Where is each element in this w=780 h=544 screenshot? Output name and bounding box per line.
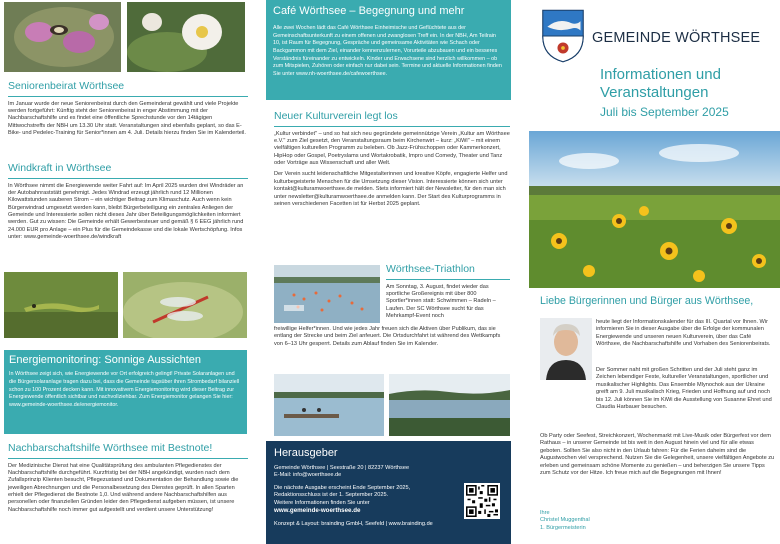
herausgeber-url[interactable]: www.gemeinde-woerthsee.de	[274, 506, 361, 514]
nbh-section	[8, 442, 248, 514]
nbh-title: Nachbarschaftshilfe Wörthsee mit Bestnote!	[8, 442, 213, 454]
nbh-text: Der Medizinische Dienst hat eine Qualitätsprüfung des ambulanten Pflegedienstes der Nachbarschaftshilfe durchgeführt. Kurzfristig bei der NBH angekündigt, wurden nach dem Zufallsprinzip Klienten besucht, Pflegezustand und Dokumentation der Behandlung sowie die jeweiligen Abrechnungen und die Personalbesetzung des Dienstes geprüft. In allen Sparten erhielt der Pflegedienst die Bestnote 1,0. Und während andere Nachbarschaftshilfen aus personellen oder finanziellen Gründen leider den Pflegedienst aufgeben müssen, ist unsere Nachbarschaftshilfe noch immer gut aufgestellt und verdient unsere Unterstützung!	[8, 462, 239, 513]
lake-pier-photo	[274, 374, 384, 436]
windkraft-text: In Wörthsee nimmt die Energiewende weiter Fahrt auf: Im April 2025 wurden drei Windräder an der Autobahnraststätt genehmigt. Jedes Windrad erzeugt jährlich rund 12 Millionen Kilowattstunden sauberen Strom – ein wichtiger Beitrag zum Klimaschutz. Auch wenn kein Bürgerwindrad umgesetzt werden kann, bleibt Bürgerbeteiligung ein zentrales Anliegen der Gemeinde und Interessierte sollen nicht dieses Jahr über Beteiligungsmöglichkeiten informiert werden. Gut zu wissen: Die Gemeinde erhält Gewerbesteuer und gemäß § 6 EEG jährlich rund 24.000 EUR pro Anlage – ein Plus für die Gemeindekasse und die lokale Wertschöpfung. Infos unter: www.gemeinde-woerthsee.de/windkraft	[8, 182, 244, 241]
mayor-portrait-photo	[540, 318, 592, 380]
kultur-text-1: „Kultur verbindet" – und so hat sich neu gegründete gemeinnützige Verein „Kultur am Wörthsee e.V." zum Ziel gesetzt, den Veranstaltungsraum beim Kirchenwirt – kurz: „KiWi" – mit einem vielfältigen kulturellen Programm zu beleben. Ob Jazz-Frühschoppen oder Kammerkonzert, HipHop oder Gospel, Poetryslams und Wortakrobatik, Impro und Comedy, Theater und Tanz oder Vorträge aus Wissenschaft und aller Welt.	[274, 130, 510, 166]
senioren-section	[8, 80, 248, 137]
divider	[386, 279, 510, 280]
greeting-paragraph-1: heute liegt der Informationskalender für das III. Quartal vor Ihnen. Wir informieren Sie in dieser Ausgabe über die Erfolge der kommunalen Energiewende und unseren neuen Kulturverein, über das Café Wörthsee, die Nachbarschaftshilfe und Vorhaben des Seniorenbeirats.	[596, 319, 771, 348]
windkraft-section	[8, 162, 248, 242]
herausgeber-more-info: Weitere Informationen finden Sie unter	[274, 499, 370, 506]
energiemonitoring-box	[4, 350, 247, 434]
energie-title: Energiemonitoring: Sonnige Aussichten	[9, 354, 202, 366]
divider	[274, 126, 510, 127]
headline-date-range: Juli bis September 2025	[600, 104, 729, 119]
headline-line-1: Informationen und	[600, 66, 721, 83]
divider	[8, 96, 248, 97]
kultur-section	[274, 110, 510, 208]
white-flower-photo	[127, 2, 245, 72]
lizard-photo	[4, 272, 118, 338]
coat-of-arms-icon	[540, 8, 586, 64]
triathlon-text-full: freiwillige Helfer*innen. Und wie jedes Jahr freuen sich die Aktiven über Publikum, das sie entlang der Strecke und beim Ziel anfeuert. Die Ortsdurchfahrt ist während des Wettkampfs von 6–13 Uhr gesperrt. Details zum Ablauf finden Sie im Kalender.	[274, 326, 501, 347]
divider	[8, 458, 248, 459]
herausgeber-credit: Konzept & Layout: brainding GmbH, Seefeld | www.brainding.de	[274, 520, 433, 527]
herausgeber-box	[266, 441, 511, 544]
cafe-text: Alle zwei Wochen lädt das Café Wörthsee Einheimische und Geflüchtete aus der Gemeinschaftsunterkunft zu einem offenen und zwanglosen Treff ein. In der NBH, Am Teilrain 10, ist Raum für Begegnung, Gespräche und gemeinsame Aktivitäten wie Schach oder Backgammon mit dem Ziel, einander kennenzulernen, Vorurteile abzubauen und ein besseres Verständnis füreinander zu entwickeln. Kinder und Erwachsene sind herzlich willkommen – ob zum Mitspielen, Zuhören oder einfach nur dabei sein. Termine und aktuelle Informationen finden Sie unter www.nh-woerthsee.de/cafewoerthsee.	[273, 25, 502, 78]
windkraft-title: Windkraft in Wörthsee	[8, 162, 112, 174]
herausgeber-email: E-Mail: info@woerthsee.de	[274, 472, 342, 479]
herausgeber-address: Gemeinde Wörthsee | Seestraße 20 | 82237 Wörthsee	[274, 465, 410, 471]
kultur-title: Neuer Kulturverein legt los	[274, 110, 398, 122]
senioren-title: Seniorenbeirat Wörthsee	[8, 80, 125, 92]
greeting-paragraph-3: Ob Party oder Seefest, Streichkonzert, Wochenmarkt mit Live-Musik oder Bürgerfest vor dem Rathaus – in unserer Gemeinde ist bis weit in den August hinein viel und für alle etwas geboten. Sollten Sie also nicht in den Urlaub fahren: Für die Ferien daheim sind die Augustwochen viel versprechend. Nutzen Sie die Gelegenheit, unsere vielfältigen Angebote zu erleben und gemeinsam schöne Momente zu genießen – und beherzigen Sie unsere Tipps zum Schutz vor der Hitze. Ich freue mich auf die Begegnungen mit Ihnen!	[540, 433, 775, 476]
headline-line-2: Veranstaltungen	[600, 84, 709, 102]
cafe-title: Café Wörthsee – Begegnung und mehr	[273, 5, 465, 17]
energie-text: In Wörthsee zeigt sich, wie Energiewende vor Ort erfolgreich gelingt! Private Solaranlagen und die Bürgersolaranlage tragen dazu bei, dass die Gemeinde tagsüber ihren Strombedarf bilanziell schon zu 100 Prozent decken kann. Mit innovativem Energiemonitoring wird dieser Beitrag zur Energiewende öffentlich sichtbar und nachvollziehbar. Zum Energiemonitor gelangen Sie hier: www.gemeinde-woerthsee.de/energiemonitor.	[9, 371, 240, 409]
logo-text: GEMEINDE WÖRTHSEE	[592, 30, 761, 46]
kultur-text-2: Der Verein sucht leidenschaftliche Mitgestalterinnen und kreative Köpfe, engagierte Helfer und kulturbegeisterte Menschen für die Umsetzung dieser Vision. Interessierte können sich unter kontakt@kulturamwoerthsee.de melden. Stets informiert hält der Newsletter, für den man sich unter newsletter@kulturamwoerthsee.de anmelden kann. Der Start des Kulturprogramms in seinen verschiedenen Facetten ist für Herbst 2025 geplant.	[274, 171, 508, 207]
signature-ihre: Ihre	[540, 510, 550, 516]
cafe-box	[266, 0, 511, 100]
municipal-logo	[540, 8, 775, 64]
divider	[8, 178, 248, 179]
triathlon-text-side: Am Sonntag, 3. August, findet wieder das sportliche Großereignis mit über 800 Sportler*innen statt: Schwimmen – Radeln – Laufen. Der SC Wörthsee sucht für das Mehrkampf-Event noch	[386, 283, 496, 319]
signature-role: 1. Bürgermeisterin	[540, 524, 586, 531]
lake-swimmers-photo	[274, 265, 380, 323]
signature-name: Christel Muggenthal	[540, 517, 590, 524]
qr-code[interactable]	[464, 483, 500, 519]
herausgeber-title: Herausgeber	[274, 447, 338, 459]
triathlon-section	[386, 263, 510, 320]
cover-headline	[600, 66, 775, 121]
greeting-title: Liebe Bürgerinnen und Bürger aus Wörthsee,	[540, 295, 754, 307]
lake-landscape-photo	[389, 374, 510, 436]
dragonfly-photo	[123, 272, 247, 338]
sunflower-field-photo	[529, 131, 780, 288]
flower-butterfly-photo	[4, 2, 121, 72]
greeting-paragraph-2: Der Sommer naht mit großen Schritten und der Juli steht ganz im Zeichen lebendiger Feste, kultureller Veranstaltungen, sportlicher und musikalischer Highlights. Das Ensemble Mlynochok aus der Ukraine greift am 9. Juli musikalisch Krieg, Frieden und Hoffnung auf und noch bis 12. Juli können Sie im KiWi die Ausstellung von Susanne Ehret und Claudia Harbauer besuchen.	[596, 367, 772, 410]
herausgeber-next-issue: Die nächste Ausgabe erscheint Ende September 2025, Redaktionsschluss ist der 1. September 2025.	[274, 484, 411, 499]
senioren-text: Im Januar wurde der neue Seniorenbeirat durch den Gemeinderat gewählt und viele Projekte werden fortgeführt: Künftig steht der Seniorenbeirat in enger Abstimmung mit der Nachbarschaftshilfe und es findet eine öffentliche Sprechstunde vor den 14tägigen Mittwochstreffs der NBH um 13.30 Uhr statt. Veranstaltungen sind ebenfalls geplant, so das E-Bike- und Pedelec-Training für Senior*innen am 4. Juli. Details hierzu finden Sie im Kalenderteil.	[8, 100, 246, 136]
signature-block	[540, 510, 660, 532]
triathlon-title: Wörthsee-Triathlon	[386, 263, 475, 275]
